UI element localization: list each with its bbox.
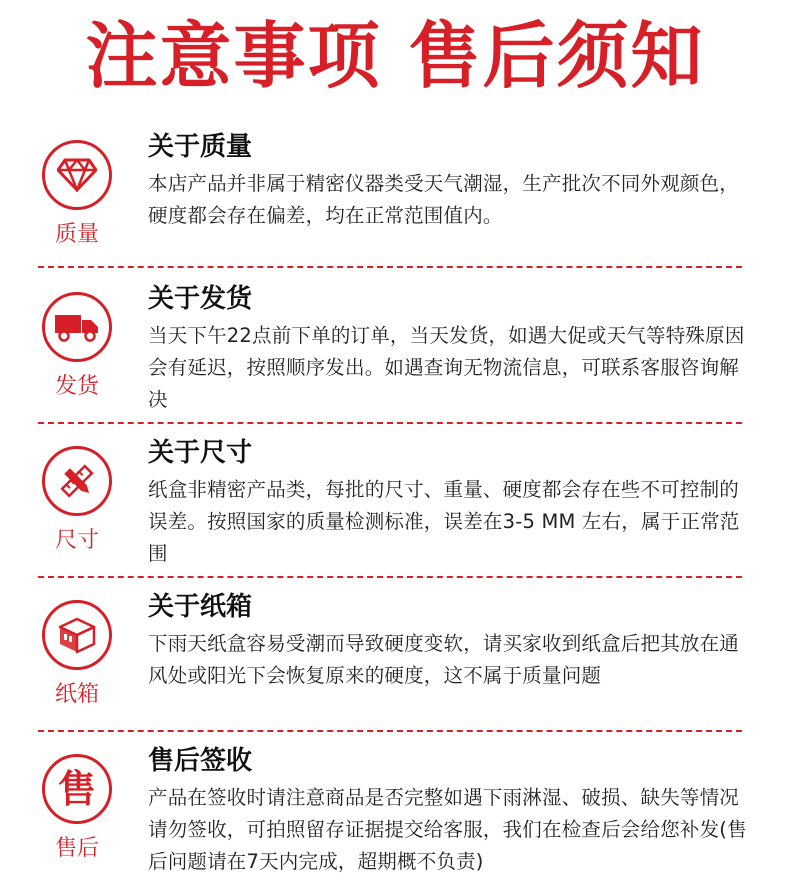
section-caption: 售后 [54,836,99,861]
dashed-divider [38,730,742,732]
ruler-pencil-icon [42,446,112,516]
dashed-divider [38,422,742,424]
section-heading: 关于尺寸 [148,438,253,468]
section-heading: 关于发货 [148,284,253,314]
section-text [148,130,758,232]
after-sales-glyph: 售 [57,767,96,811]
section-icon-column [38,754,116,862]
section-body: 当天下午22点前下单的订单，当天发货，如遇大促或天气等特殊原因会有延迟，按照顺序发出。如遇查询无物流信息，可联系客服咨询解决 [148,324,745,411]
dashed-divider [38,266,742,268]
section-body: 本店产品并非属于精密仪器类受天气潮湿，生产批次不同外观颜色，硬度都会存在偏差，均在正常范围值内。 [148,172,740,227]
section-heading: 关于质量 [148,132,253,162]
section-body: 下雨天纸盒容易受潮而导致硬度变软，请买家收到纸盒后把其放在通风处或阳光下会恢复原来的硬度，这不属于质量问题 [148,632,740,687]
section-caption: 纸箱 [54,682,99,707]
diamond-icon [42,140,112,210]
page-title: 注意事项 售后须知 [85,14,705,98]
section-text [148,744,758,878]
section-icon-column [38,446,116,554]
section-text [148,436,758,570]
section-heading: 售后签收 [148,746,253,776]
after-sales-icon [42,754,112,824]
section-caption: 发货 [54,374,99,399]
section-body: 产品在签收时请注意商品是否完整如遇下雨淋湿、破损、缺失等情况请勿签收，可拍照留存证据提交给客服，我们在检查后会给您补发(售后问题请在7天内完成，超期概不负责) [148,786,747,873]
section-text [148,282,758,416]
section-icon-column [38,292,116,400]
section-body: 纸盒非精密产品类，每批的尺寸、重量、硬度都会存在些不可控制的误差。按照国家的质量检测标准，误差在3-5 MM 左右，属于正常范围 [148,478,740,565]
section-heading: 关于纸箱 [148,592,253,622]
box-icon [42,600,112,670]
section-caption: 尺寸 [54,528,99,553]
section-text [148,590,758,692]
truck-icon [42,292,112,362]
section-icon-column [38,140,116,248]
section-icon-column [38,600,116,708]
section-caption: 质量 [54,222,99,247]
dashed-divider [38,576,742,578]
